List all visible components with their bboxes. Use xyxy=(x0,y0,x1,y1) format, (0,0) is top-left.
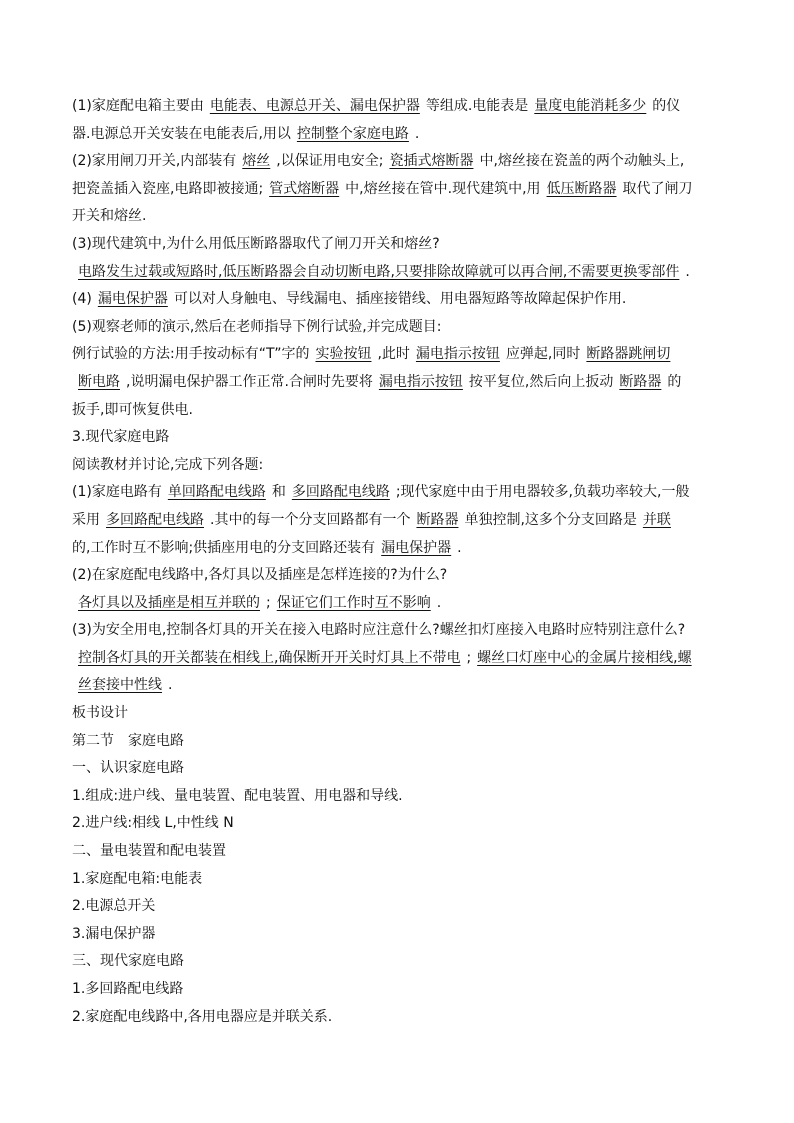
answer-blank: 丝套接中性线 xyxy=(78,677,162,694)
paragraph-2-line-2 xyxy=(72,176,722,204)
text: (5)观察老师的演示,然后在老师指导下例行试验,并完成题目: xyxy=(72,318,442,335)
text: ; xyxy=(266,594,271,611)
text: 取代了闸刀 xyxy=(622,180,693,197)
text: . xyxy=(685,263,690,280)
text: 把瓷盖插入瓷座,电路即被接通; xyxy=(72,180,264,197)
paragraph-5-line-3 xyxy=(72,397,722,425)
answer-blank: 漏电保护器 xyxy=(381,539,452,556)
board-item-4 xyxy=(72,893,722,921)
answer-blank: 管式熔断器 xyxy=(269,180,340,197)
text: 阅读教材并讨论,完成下列各题: xyxy=(72,456,264,473)
answer-blank: 熔丝 xyxy=(242,153,271,170)
text: 二、量电装置和配电装置 xyxy=(72,843,226,860)
text: ; xyxy=(466,649,472,666)
answer-blank: 多回路配电线路 xyxy=(291,484,390,501)
section-3-intro xyxy=(72,452,722,480)
text: 单独控制,这多个分支回路是 xyxy=(464,511,637,528)
answer-blank: 断电路 xyxy=(78,373,120,390)
paragraph-5-line-1 xyxy=(72,341,722,369)
text: .其中的每一个分支回路都有一个 xyxy=(210,511,411,528)
question-1-line-3 xyxy=(72,535,722,563)
text: 按平复位,然后向上扳动 xyxy=(468,373,614,390)
answer-blank: 断路器跳闸切 xyxy=(586,346,671,363)
board-item-3 xyxy=(72,866,722,894)
text: 3.漏电保护器 xyxy=(72,925,156,942)
board-title xyxy=(72,700,722,728)
text: 第二节 家庭电路 xyxy=(72,732,184,749)
answer-blank: 漏电保护器 xyxy=(97,291,168,308)
board-section xyxy=(72,728,722,756)
text: 1.组成:进户线、量电装置、配电装置、用电器和导线. xyxy=(72,787,403,804)
paragraph-3-answer xyxy=(72,259,722,287)
text: 一、认识家庭电路 xyxy=(72,760,184,777)
text: (4) xyxy=(72,291,92,308)
answer-blank: 断路器 xyxy=(619,373,662,390)
text: ;现代家庭中由于用电器较多,负载功率较大,一般 xyxy=(395,484,690,501)
text: . xyxy=(436,594,442,611)
text: 的,工作时互不影响;供插座用电的分支回路还装有 xyxy=(72,539,376,556)
text: 器.电源总开关安装在电能表后,用以 xyxy=(72,125,291,142)
answer-blank: 电路发生过载或短路时,低压断路器会自动切断电路,只要排除故障就可以再合闸,不需要更换零部件 xyxy=(78,263,680,280)
paragraph-3-question xyxy=(72,231,722,259)
board-heading-1 xyxy=(72,755,722,783)
answer-blank: 保证它们工作时互不影响 xyxy=(276,594,431,611)
paragraph-2-line-3 xyxy=(72,203,722,231)
answer-blank: 控制各灯具的开关都装在相线上,确保断开开关时灯具上不带电 xyxy=(78,649,461,666)
paragraph-5-question xyxy=(72,314,722,342)
text: (1)家庭配电箱主要由 xyxy=(72,98,204,114)
text: 等组成.电能表是 xyxy=(425,98,529,114)
text: ,以保证用电安全; xyxy=(276,153,384,170)
answer-blank: 实验按钮 xyxy=(315,346,372,363)
answer-blank: 单回路配电线路 xyxy=(167,484,266,501)
answer-blank: 控制整个家庭电路 xyxy=(296,125,409,142)
text: 2.进户线:相线 L,中性线 N xyxy=(72,815,234,832)
text: 扳手,即可恢复供电. xyxy=(72,401,193,418)
text: (3)为安全用电,控制各灯具的开关在接入电路时应注意什么?螺丝扣灯座接入电路时应特别注意什么? xyxy=(72,622,686,639)
paragraph-5-line-2 xyxy=(72,369,722,397)
text: 1.家庭配电箱:电能表 xyxy=(72,870,203,887)
board-item-1 xyxy=(72,783,722,811)
text: 采用 xyxy=(72,511,100,528)
text: (2)家用闸刀开关,内部装有 xyxy=(72,153,237,170)
paragraph-2-line-1 xyxy=(72,148,722,176)
section-3-title xyxy=(72,424,722,452)
text: (3)现代建筑中,为什么用低压断路器取代了闸刀开关和熔丝? xyxy=(72,235,440,252)
text: 2.家庭配电线路中,各用电器应是并联关系. xyxy=(72,1008,333,1025)
text: (2)在家庭配电线路中,各灯具以及插座是怎样连接的?为什么? xyxy=(72,567,448,584)
text: . xyxy=(414,125,420,142)
text: 三、现代家庭电路 xyxy=(72,953,184,970)
board-item-6 xyxy=(72,976,722,1004)
question-1-line-1 xyxy=(72,479,722,507)
question-3-answer-line-1 xyxy=(72,645,722,673)
text: ,说明漏电保护器工作正常.合闸时先要将 xyxy=(126,373,373,390)
paragraph-1-line-2 xyxy=(72,121,722,149)
board-heading-3 xyxy=(72,948,722,976)
text: 开关和熔丝. xyxy=(72,208,147,225)
board-item-7 xyxy=(72,1004,722,1032)
text: (1)家庭电路有 xyxy=(72,484,162,501)
board-item-2 xyxy=(72,810,722,838)
board-heading-2 xyxy=(72,838,722,866)
text: 板书设计 xyxy=(72,705,128,722)
text: 中,熔丝接在管中.现代建筑中,用 xyxy=(345,180,541,197)
text: ,此时 xyxy=(377,346,410,363)
paragraph-1-line-1 xyxy=(72,93,722,121)
board-item-5 xyxy=(72,921,722,949)
question-3-answer-line-2 xyxy=(72,672,722,700)
answer-blank: 漏电指示按钮 xyxy=(415,346,500,363)
text: 3.现代家庭电路 xyxy=(72,429,170,446)
text: 例行试验的方法:用手按动标有“T”字的 xyxy=(72,346,310,363)
answer-blank: 量度电能消耗多少 xyxy=(534,98,647,114)
question-1-line-2 xyxy=(72,507,722,535)
answer-blank: 各灯具以及插座是相互并联的 xyxy=(78,594,260,611)
text: 1.多回路配电线路 xyxy=(72,981,184,997)
answer-blank: 多回路配电线路 xyxy=(106,511,204,528)
text: 和 xyxy=(271,484,286,501)
text: . xyxy=(457,539,462,556)
question-2 xyxy=(72,562,722,590)
answer-blank: 瓷插式熔断器 xyxy=(389,153,474,170)
answer-blank: 漏电指示按钮 xyxy=(378,373,463,390)
text: 2.电源总开关 xyxy=(72,898,156,915)
text: 的 xyxy=(667,373,682,390)
answer-blank: 电能表、电源总开关、漏电保护器 xyxy=(209,98,420,114)
document-page xyxy=(72,93,722,1031)
text: 的仪 xyxy=(652,98,681,114)
answer-blank: 螺丝口灯座中心的金属片接相线,螺 xyxy=(477,649,692,666)
text: 可以对人身触电、导线漏电、插座接错线、用电器短路等故障起保护作用. xyxy=(173,291,627,308)
question-3 xyxy=(72,617,722,645)
answer-blank: 断路器 xyxy=(416,511,459,528)
text: 应弹起,同时 xyxy=(505,346,581,363)
text: . xyxy=(168,677,173,694)
answer-blank: 低压断路器 xyxy=(546,180,617,197)
paragraph-4 xyxy=(72,286,722,314)
text: 中,熔丝接在瓷盖的两个动触头上, xyxy=(479,153,685,170)
answer-blank: 并联 xyxy=(642,511,671,528)
question-2-answer xyxy=(72,590,722,618)
